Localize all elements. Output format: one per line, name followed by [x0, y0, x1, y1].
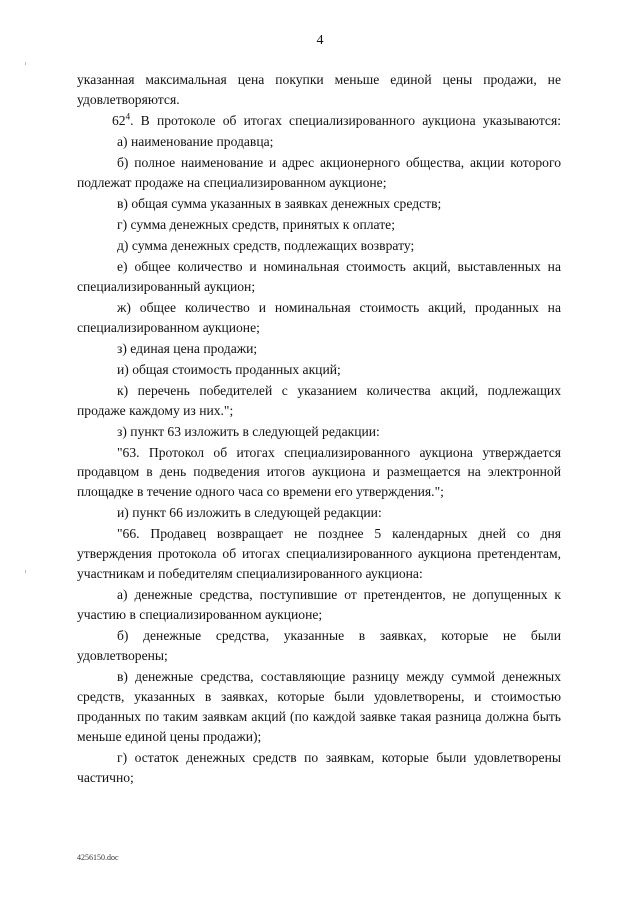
paragraph: д) сумма денежных средств, подлежащих возврату;: [117, 237, 415, 253]
paragraph: а) денежные средства, поступившие от претендентов, не допущенных к участию в специализированном аукционе;: [77, 587, 561, 623]
margin-mark: [25, 570, 26, 573]
paragraph: "63. Протокол об итогах специализированного аукциона утверждается продавцом в день подведения итогов аукциона и размещается на электронной площадке в течение одного часа со времени его утверждения.";: [77, 444, 561, 500]
paragraph: б) полное наименование и адрес акционерного общества, акции которого подлежат продаже на специализированном аукционе;: [77, 154, 561, 190]
paragraph: в) общая сумма указанных в заявках денежных средств;: [117, 195, 442, 211]
paragraph: ж) общее количество и номинальная стоимость акций, проданных на специализированном аукционе;: [77, 299, 561, 335]
body-text: [77, 70, 561, 789]
paragraph: $62^4$. В протоколе об итогах специализированного аукциона указываются:: [112, 111, 561, 128]
paragraph: а) наименование продавца;: [117, 133, 274, 149]
margin-mark: [25, 62, 26, 65]
paragraph: к) перечень победителей с указанием количества акций, подлежащих продаже каждому из них.";: [77, 382, 561, 418]
paragraph: г) остаток денежных средств по заявкам, которые были удовлетворены частично;: [77, 749, 561, 785]
document-footer: 4256150.doc: [77, 853, 119, 862]
paragraph: з) пункт 63 изложить в следующей редакции:: [117, 423, 380, 439]
paragraph: указанная максимальная цена покупки меньше единой цены продажи, не удовлетворяются.: [77, 72, 561, 107]
paragraph: "66. Продавец возвращает не позднее 5 календарных дней со дня утверждения протокола об итогах специализированного аукциона претендентам, участникам и победителям специализированного аукциона:: [77, 526, 561, 582]
paragraph: и) общая стоимость проданных акций;: [117, 361, 341, 377]
paragraph: з) единая цена продажи;: [117, 340, 258, 356]
paragraph: г) сумма денежных средств, принятых к оплате;: [117, 216, 395, 232]
paragraph: и) пункт 66 изложить в следующей редакции:: [117, 505, 382, 521]
paragraph: в) денежные средства, составляющие разницу между суммой денежных средств, указанных в заявках, которые были удовлетворены, и стоимостью проданных по таким заявкам акций (по каждой заявке такая разница должна быть меньше единой цены продажи);: [77, 668, 561, 744]
paragraph: б) денежные средства, указанные в заявках, которые не были удовлетворены;: [77, 628, 561, 663]
paragraph: е) общее количество и номинальная стоимость акций, выставленных на специализированный аукцион;: [77, 258, 561, 294]
page-number: 4: [316, 33, 324, 48]
